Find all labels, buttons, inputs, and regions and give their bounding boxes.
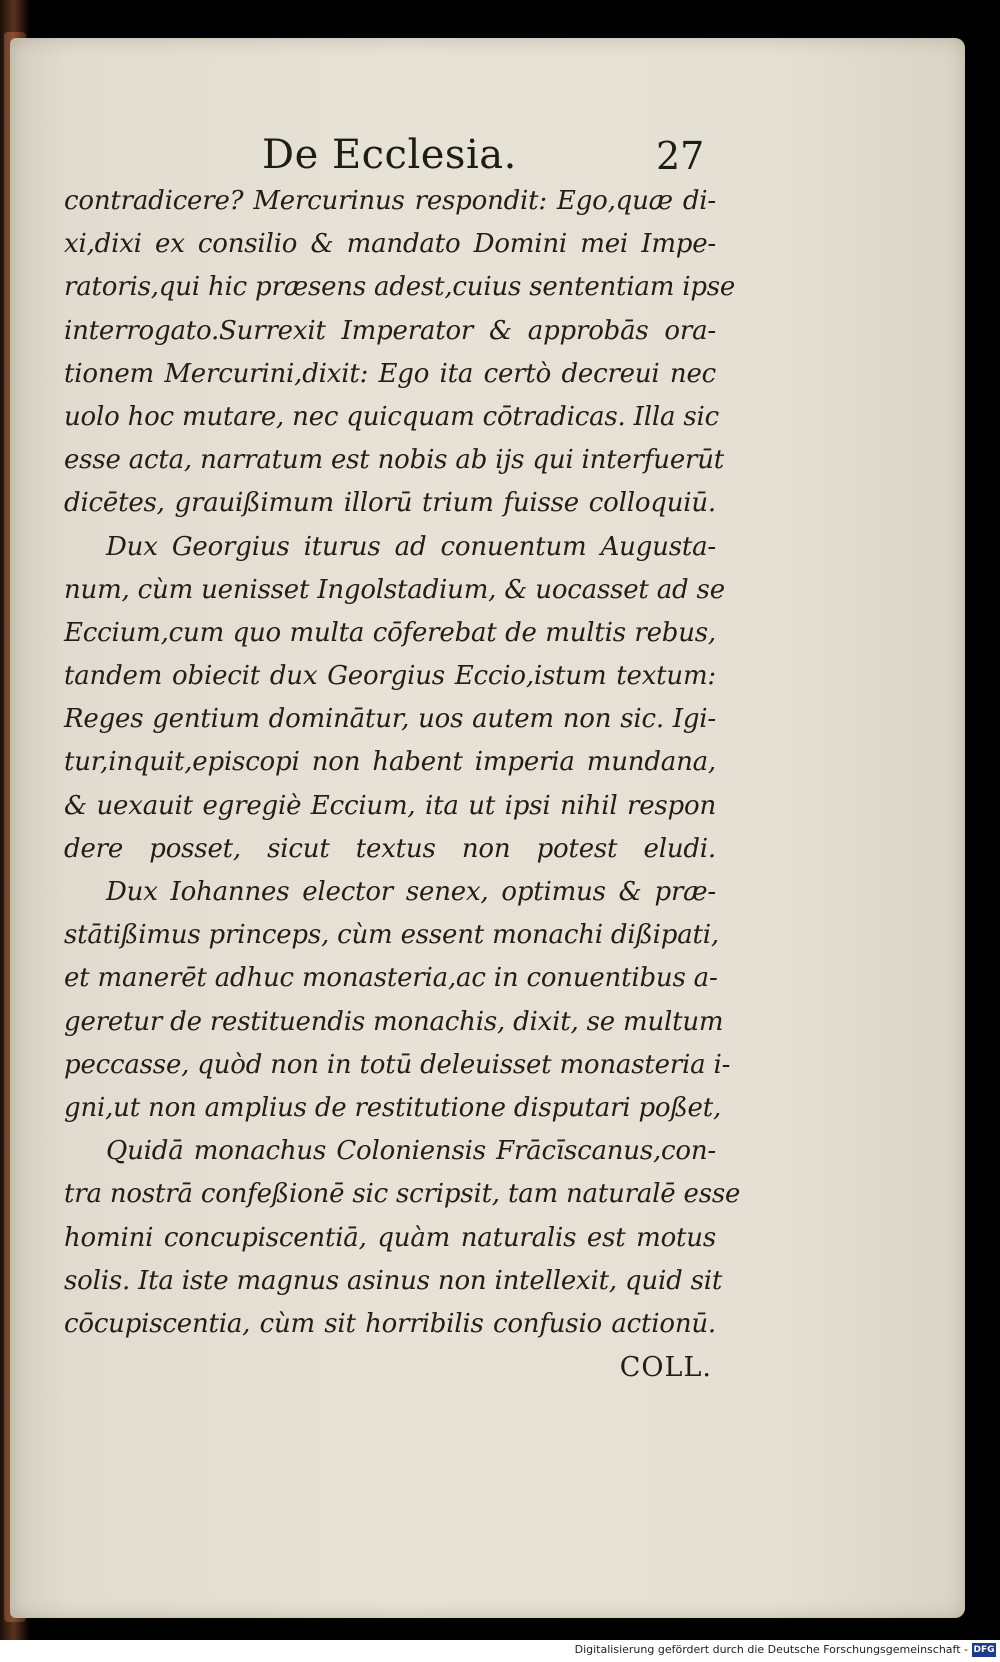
footer-strip xyxy=(0,1640,1000,1662)
text-line: Quidā monachus Coloniensis Frācīscanus,con- xyxy=(106,1136,716,1167)
text-line: tionem Mercurini,dixit: Ego ita certò decreui nec xyxy=(64,358,716,389)
page-number: 27 xyxy=(656,134,705,178)
running-title: De Ecclesia. xyxy=(262,132,517,178)
catchword: COLL. xyxy=(619,1352,712,1384)
text-line: peccasse, quòd non in totū deleuisset monasteria i- xyxy=(64,1049,731,1080)
text-line: tur,inquit,episcopi non habent imperia mundana, xyxy=(64,747,716,778)
text-line: Eccium,cum quo multa cōferebat de multis rebus, xyxy=(64,617,716,648)
text-line: solis. Ita iste magnus asinus non intellexit, quid sit xyxy=(64,1265,723,1296)
text-line: homini concupiscentiā, quàm naturalis est motus xyxy=(64,1222,716,1253)
text-line: esse acta, narratum est nobis ab ijs qui interfuerūt xyxy=(64,445,725,476)
text-line: tandem obiecit dux Georgius Eccio,istum textum: xyxy=(64,661,716,692)
text-line: interrogato.Surrexit Imperator & approbās ora- xyxy=(64,315,716,346)
text-line: Dux Iohannes elector senex, optimus & præ- xyxy=(106,877,716,907)
text-line: uolo hoc mutare, nec quicquam cōtradicas. Illa sic xyxy=(64,401,719,432)
text-line: ratoris,qui hic præsens adest,cuius sententiam ipse xyxy=(64,272,736,303)
text-line: stātißimus princeps, cùm essent monachi dißipati, xyxy=(64,920,719,951)
text-line: contradicere? Mercurinus respondit: Ego,quæ di- xyxy=(64,186,716,216)
text-line: Reges gentium dominātur, uos autem non sic. Igi- xyxy=(64,704,716,735)
text-line: gni,ut non amplius de restitutione disputari poßet, xyxy=(64,1092,722,1123)
body-text xyxy=(64,180,741,1389)
text-line: tra nostrā confeßionē sic scripsit, tam naturalē esse xyxy=(64,1179,741,1210)
text-line: dicētes, grauißimum illorū trium fuisse colloquiū. xyxy=(64,488,716,519)
text-line: & uexauit egregiè Eccium, ita ut ipsi nihil respon xyxy=(64,790,716,821)
dfg-logo: DFG xyxy=(973,1645,995,1655)
text-line: dere posset, sicut textus non potest eludi. xyxy=(64,833,716,864)
text-line: num, cùm uenisset Ingolstadium, & uocasset ad se xyxy=(64,574,725,605)
running-head xyxy=(0,132,1000,182)
text-line: geretur de restituendis monachis, dixit, se multum xyxy=(64,1006,724,1037)
text-line: Dux Georgius iturus ad conuentum Augusta- xyxy=(106,531,716,562)
text-line: cōcupiscentia, cùm sit horribilis confusio actionū. xyxy=(64,1308,716,1339)
text-line: xi,dixi ex consilio & mandato Domini mei Impe- xyxy=(64,229,716,260)
text-line: et manerēt adhuc monasteria,ac in conuentibus a- xyxy=(64,963,718,994)
funding-credit: Digitalisierung gefördert durch die Deutsche Forschungsgemeinschaft - xyxy=(574,1643,968,1656)
